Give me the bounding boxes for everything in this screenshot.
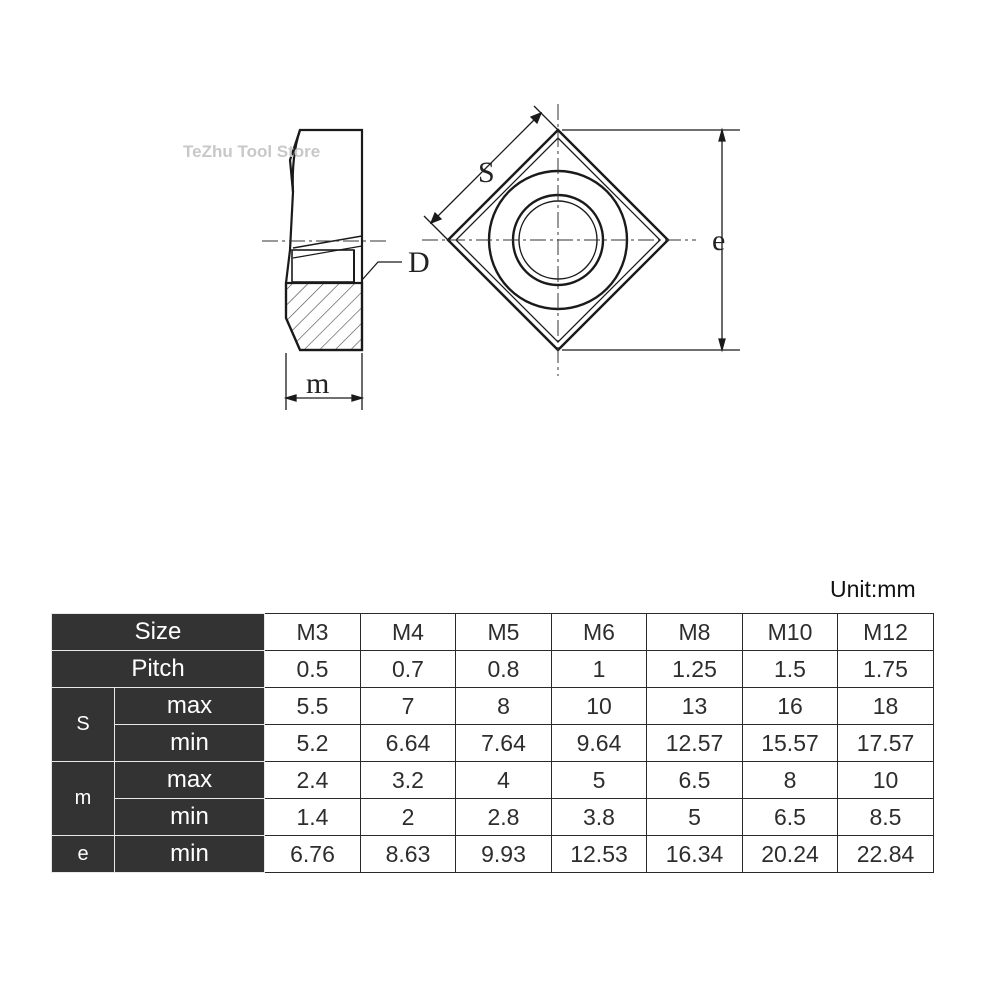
s-min-cell: 5.2 [265,725,361,762]
spec-table [51,613,934,873]
label-e: e [712,224,726,257]
e-min-cell: 9.93 [456,836,552,873]
size-row [52,614,934,651]
e-min-cell: 12.53 [552,836,647,873]
m-min-cell: 1.4 [265,799,361,836]
s-min-cell: 17.57 [838,725,934,762]
label-m: m [306,367,330,400]
size-header: Size [52,614,265,651]
store-watermark: TeZhu Tool Store [183,142,321,161]
nut-side-view [286,130,402,350]
e-min-header: min [115,836,265,873]
m-min-cell: 2 [361,799,456,836]
s-max-cell: 5.5 [265,688,361,725]
pitch-cell: 1.5 [743,651,838,688]
e-min-cell: 20.24 [743,836,838,873]
s-max-cell: 10 [552,688,647,725]
e-min-cell: 8.63 [361,836,456,873]
unit-label: Unit:mm [830,576,916,602]
pitch-cell: 1.25 [647,651,743,688]
size-cell: M4 [361,614,456,651]
m-max-cell: 2.4 [265,762,361,799]
e-min-cell: 6.76 [265,836,361,873]
s-min-cell: 12.57 [647,725,743,762]
s-min-cell: 7.64 [456,725,552,762]
pitch-header: Pitch [52,651,265,688]
pitch-cell: 1.75 [838,651,934,688]
s-max-cell: 16 [743,688,838,725]
m-group-header: m [52,762,115,836]
m-min-row [52,799,934,836]
size-cell: M12 [838,614,934,651]
m-max-cell: 6.5 [647,762,743,799]
s-max-header: max [115,688,265,725]
pitch-cell: 0.8 [456,651,552,688]
m-min-cell: 2.8 [456,799,552,836]
size-cell: M8 [647,614,743,651]
s-max-row [52,688,934,725]
pitch-cell: 0.7 [361,651,456,688]
e-min-row [52,836,934,873]
m-max-cell: 10 [838,762,934,799]
e-min-cell: 22.84 [838,836,934,873]
e-group-header: e [52,836,115,873]
pitch-cell: 1 [552,651,647,688]
label-d: D [408,246,430,279]
pitch-cell: 0.5 [265,651,361,688]
s-max-cell: 7 [361,688,456,725]
m-max-cell: 4 [456,762,552,799]
s-min-cell: 9.64 [552,725,647,762]
m-min-cell: 3.8 [552,799,647,836]
m-min-header: min [115,799,265,836]
pitch-row [52,651,934,688]
s-min-cell: 6.64 [361,725,456,762]
size-cell: M10 [743,614,838,651]
m-max-cell: 5 [552,762,647,799]
size-cell: M6 [552,614,647,651]
m-min-cell: 8.5 [838,799,934,836]
m-max-cell: 3.2 [361,762,456,799]
size-cell: M3 [265,614,361,651]
m-min-cell: 6.5 [743,799,838,836]
square-nut-drawing [0,0,1000,480]
s-max-cell: 8 [456,688,552,725]
m-max-row [52,762,934,799]
s-min-row [52,725,934,762]
s-min-cell: 15.57 [743,725,838,762]
size-cell: M5 [456,614,552,651]
m-max-header: max [115,762,265,799]
s-group-header: S [52,688,115,762]
s-max-cell: 13 [647,688,743,725]
label-s: S [478,156,495,189]
e-min-cell: 16.34 [647,836,743,873]
m-min-cell: 5 [647,799,743,836]
s-min-header: min [115,725,265,762]
s-max-cell: 18 [838,688,934,725]
m-max-cell: 8 [743,762,838,799]
